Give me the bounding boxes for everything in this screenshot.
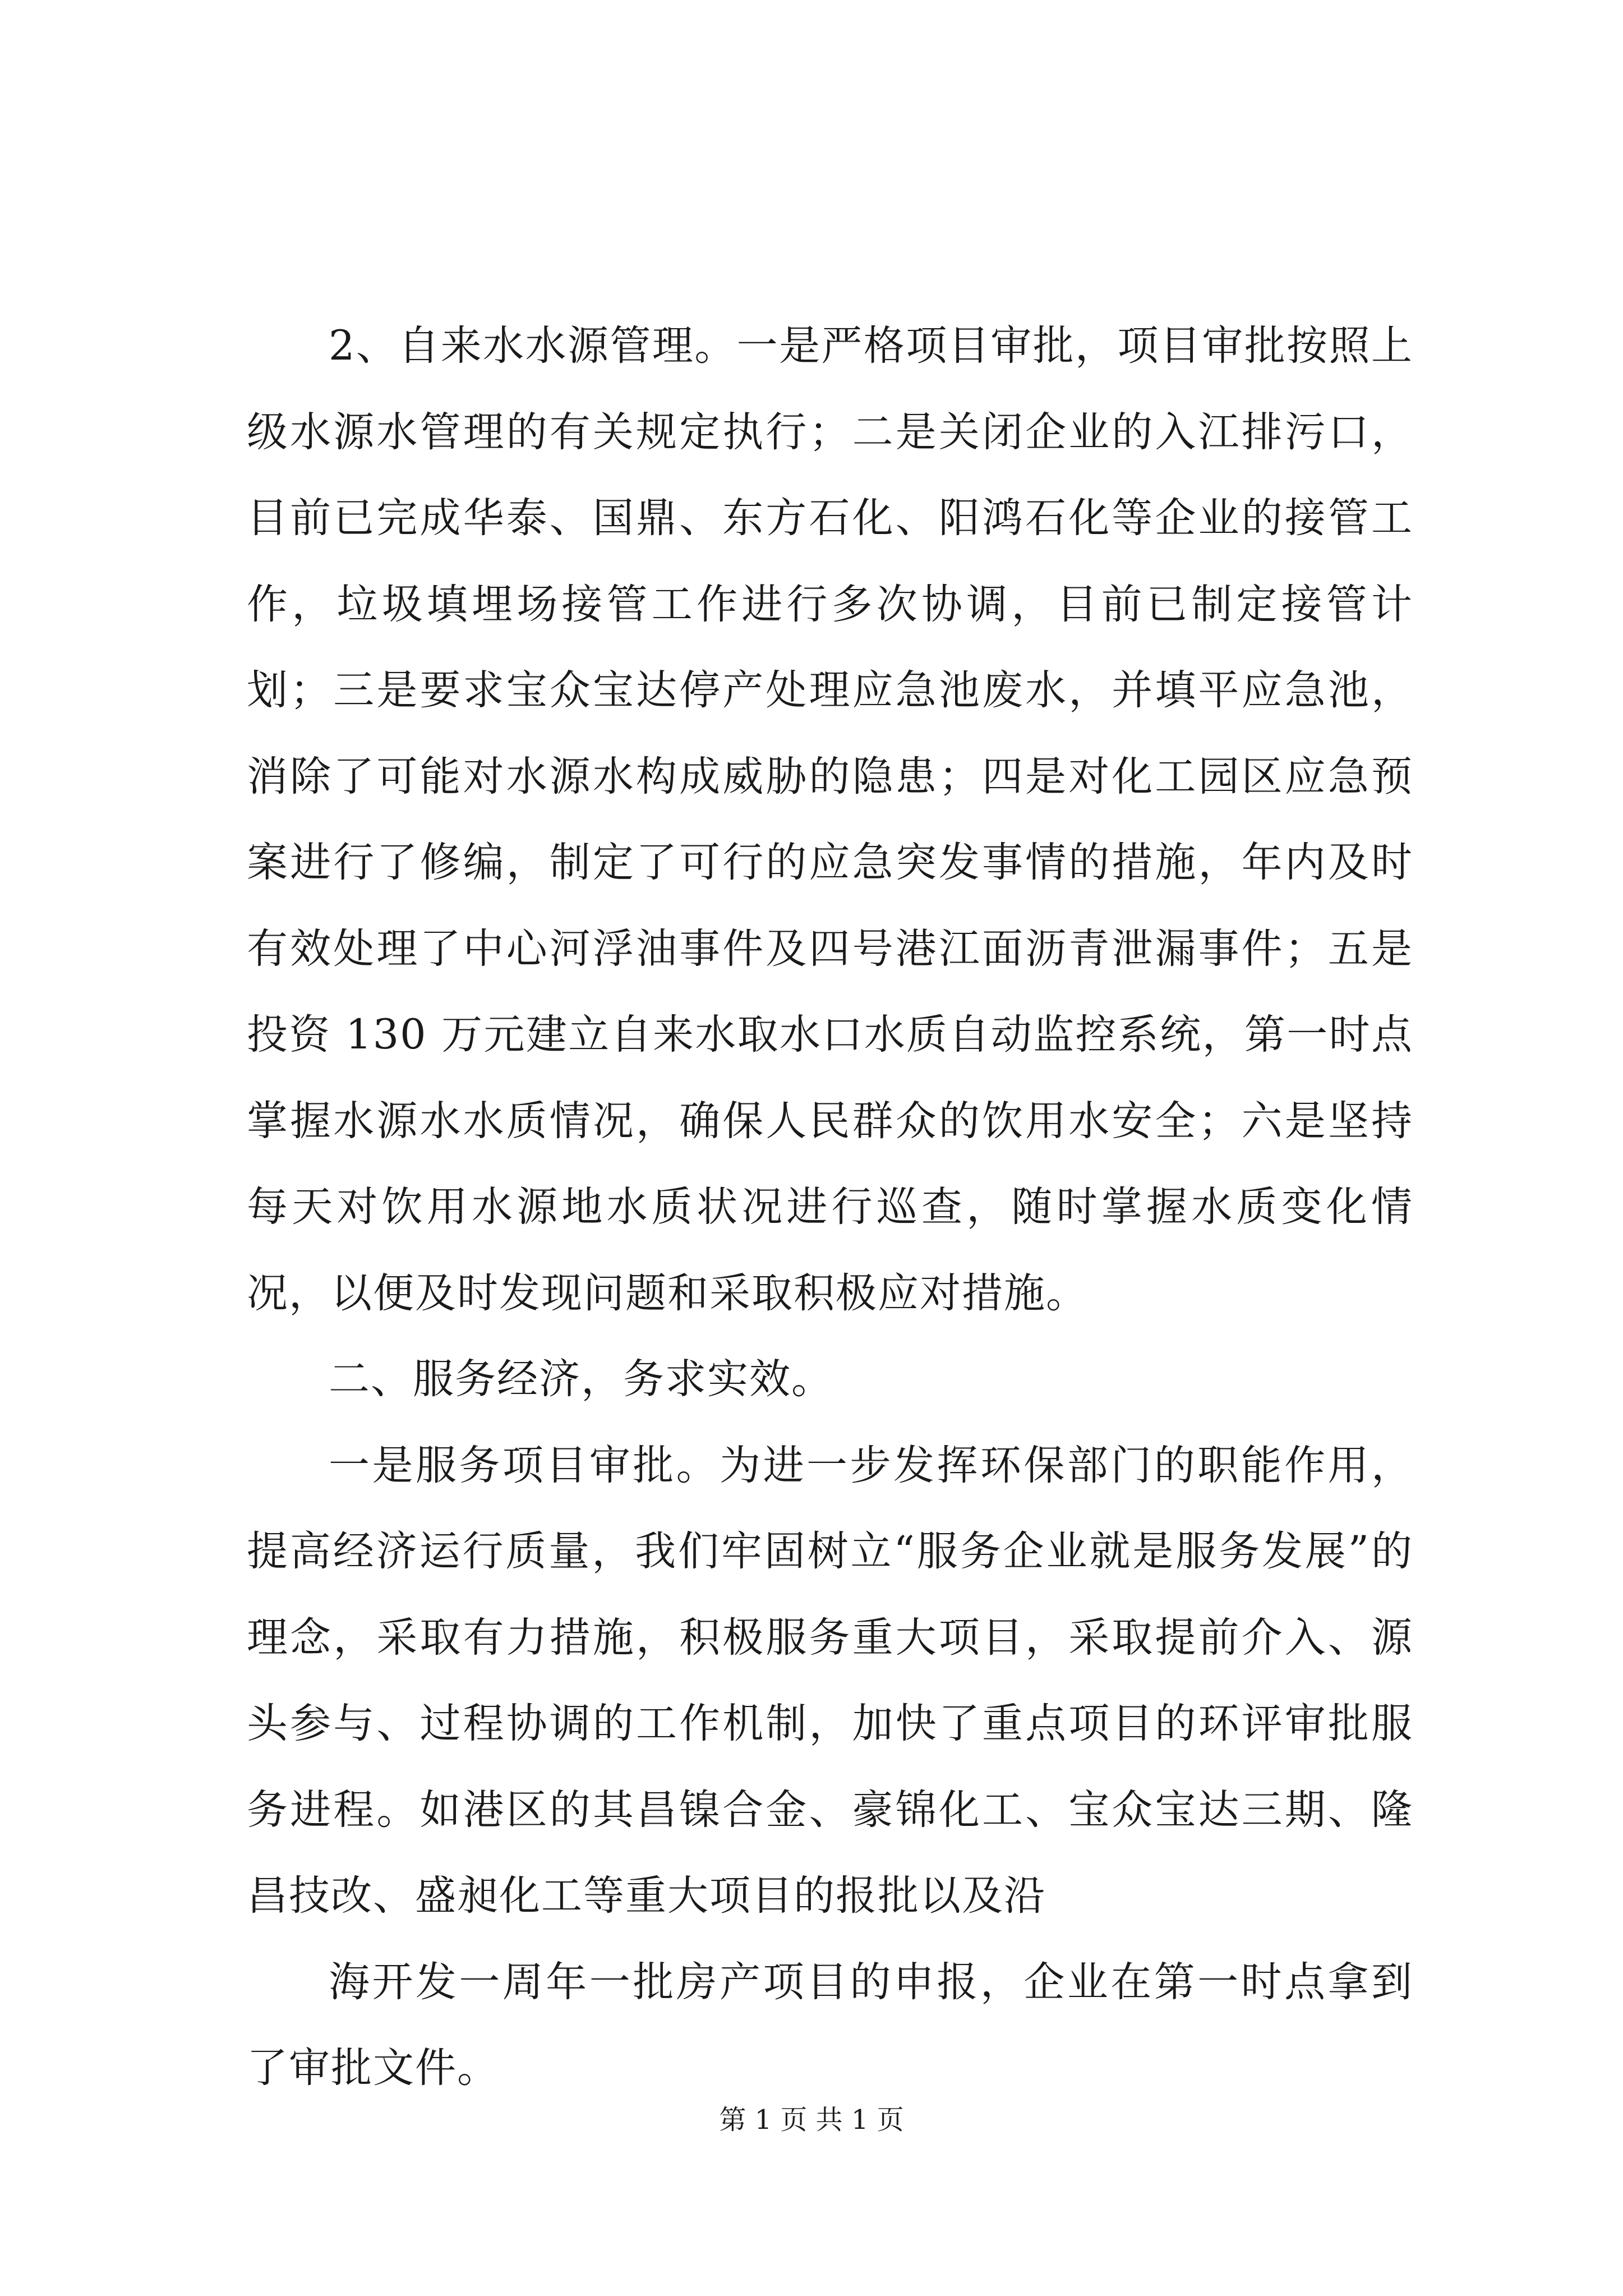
document-body xyxy=(247,303,1413,2111)
paragraph-water-source-management: 2、自来水水源管理。一是严格项目审批，项目审批按照上级水源水管理的有关规定执行；二是关闭企业的入江排污口，目前已完成华泰、国鼎、东方石化、阳鸿石化等企业的接管工作，垃圾填埋场接管工作进行多次协调，目前已制定接管计划；三是要求宝众宝达停产处理应急池废水，并填平应急池，消除了可能对水源水构成威胁的隐患；四是对化工园区应急预案进行了修编，制定了可行的应急突发事情的措施，年内及时有效处理了中心河浮油事件及四号港江面沥青泄漏事件；五是投资 130 万元建立自来水取水口水质自动监控系统，第一时点掌握水源水水质情况，确保人民群众的饮用水安全；六是坚持每天对饮用水源地水质状况进行巡查，随时掌握水质变化情况，以便及时发现问题和采取积极应对措施。 xyxy=(247,322,1413,1317)
paragraph-coastal-development-approval: 海开发一周年一批房产项目的申报，企业在第一时点拿到了审批文件。 xyxy=(247,1958,1413,2092)
paragraph-section-heading-service-economy: 二、服务经济，务求实效。 xyxy=(329,1355,833,1403)
page-number-footer: 第 1 页 共 1 页 xyxy=(719,2104,904,2136)
paragraph-project-approval-service: 一是服务项目审批。为进一步发挥环保部门的职能作用，提高经济运行质量，我们牢固树立“服务企业就是服务发展”的理念，采取有力措施，积极服务重大项目，采取提前介入、源头参与、过程协调的工作机制，加快了重点项目的环评审批服务进程。如港区的其昌镍合金、豪锦化工、宝众宝达三期、隆昌技改、盛昶化工等重大项目的报批以及沿 xyxy=(247,1441,1413,1920)
